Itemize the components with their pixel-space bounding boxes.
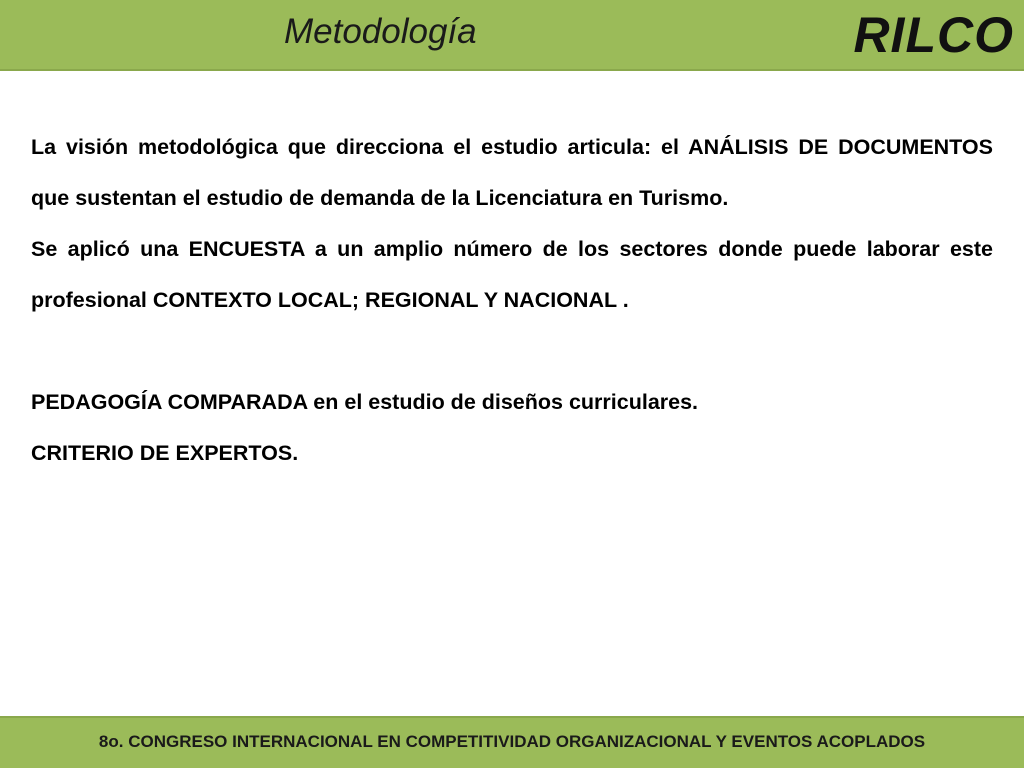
header-bar <box>0 0 1024 71</box>
slide-title: Metodología <box>284 12 477 51</box>
footer-congress-text: 8o. CONGRESO INTERNACIONAL EN COMPETITIVIDAD ORGANIZACIONAL Y EVENTOS ACOPLADOS <box>98 732 926 751</box>
paragraph-survey: Se aplicó una ENCUESTA a un amplio número de los sectores donde puede laborar este profesional CONTEXTO LOCAL; REGIONAL Y NACIONAL . <box>31 237 993 312</box>
paragraph-expert-criteria: CRITERIO DE EXPERTOS. <box>31 441 299 465</box>
spacer <box>31 326 993 377</box>
slide-content <box>31 122 993 479</box>
paragraph-comparative-pedagogy: PEDAGOGÍA COMPARADA en el estudio de diseños curriculares. <box>31 390 699 414</box>
paragraph-document-analysis: La visión metodológica que direcciona el estudio articula: el ANÁLISIS DE DOCUMENTOS que sustentan el estudio de demanda de la Licenciatura en Turismo. <box>31 135 993 210</box>
footer-bar <box>0 716 1024 768</box>
rilco-logo: RILCO <box>853 7 1014 63</box>
